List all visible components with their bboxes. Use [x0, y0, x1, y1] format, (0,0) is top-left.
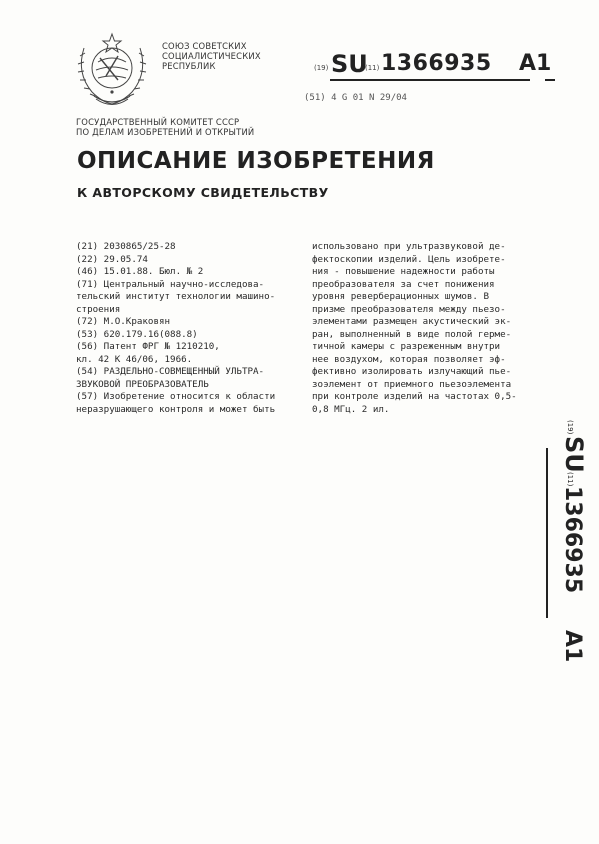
- abstract-line: ния - повышение надежности работы: [312, 266, 495, 277]
- country-line: СОЦИАЛИСТИЧЕСКИХ: [162, 51, 261, 61]
- abstract-line: преобразователя за счет понижения: [312, 278, 495, 290]
- abstract-line: ран, выполненный в виде полой герме-: [312, 328, 512, 340]
- abstract-line: нее воздухом, которая позволяет эф-: [312, 353, 506, 365]
- biblio-line: (71) Центральный научно-исследова-: [76, 278, 265, 290]
- state-emblem: [70, 28, 154, 108]
- country-name: [162, 41, 261, 71]
- vertical-code-11: (11): [566, 472, 574, 487]
- biblio-line: (53) 620.179.16(088.8): [76, 328, 198, 340]
- abstract-line: использовано при ультразвуковой де-: [312, 241, 506, 252]
- abstract-line: при контроле изделий на частотах 0,5-: [312, 391, 517, 402]
- biblio-line: (57) Изобретение относится к области: [76, 391, 276, 402]
- patent-number-block: [314, 50, 554, 82]
- abstract-line: призме преобразователя между пьезо-: [312, 303, 506, 315]
- abstract-text: [312, 241, 542, 416]
- bibliographic-data: [76, 241, 296, 416]
- number-underline: [330, 79, 530, 81]
- vertical-underline: [546, 448, 548, 618]
- abstract-line: фективно изолировать излучающий пье-: [312, 366, 512, 377]
- biblio-line: ЗВУКОВОЙ ПРЕОБРАЗОВАТЕЛЬ: [76, 378, 209, 390]
- biblio-line: неразрушающего контроля и может быть: [76, 403, 276, 415]
- biblio-line: строения: [76, 303, 121, 315]
- vertical-patent-digits: 1366935: [560, 486, 585, 594]
- vertical-country-code: SU: [560, 436, 588, 473]
- biblio-line: кл. 42 К 46/06, 1966.: [76, 353, 193, 365]
- kind-code: A1: [519, 51, 552, 76]
- abstract-line: тичной камеры с разреженным внутри: [312, 341, 501, 352]
- number-underline: [545, 79, 555, 81]
- abstract-line: уровня реверберационных шумов. В: [312, 291, 490, 302]
- biblio-line: тельский институт технологии машино-: [76, 291, 276, 302]
- biblio-line: (72) М.О.Краковян: [76, 316, 171, 327]
- vertical-code-19: (19): [566, 420, 574, 435]
- biblio-line: (22) 29.05.74: [76, 253, 148, 265]
- committee-name: [76, 117, 254, 137]
- biblio-line: (21) 2030865/25-28: [76, 241, 176, 252]
- abstract-line: элементами размещен акустический эк-: [312, 316, 512, 327]
- code-11: (11): [365, 64, 380, 72]
- biblio-line: (46) 15.01.88. Бюл. № 2: [76, 266, 204, 277]
- country-code: SU: [331, 50, 368, 78]
- biblio-line: (56) Патент ФРГ № 1210210,: [76, 341, 220, 352]
- abstract-line: 0,8 МГц. 2 ил.: [312, 403, 390, 415]
- patent-number: 1366935: [381, 51, 492, 76]
- document-subtitle: К АВТОРСКОМУ СВИДЕТЕЛЬСТВУ: [77, 185, 329, 200]
- committee-line: ПО ДЕЛАМ ИЗОБРЕТЕНИЙ И ОТКРЫТИЙ: [76, 127, 255, 137]
- abstract-line: фектоскопии изделий. Цель изобрете-: [312, 253, 506, 265]
- vertical-patent-number: [540, 420, 588, 670]
- country-line: СОЮЗ СОВЕТСКИХ: [162, 41, 247, 51]
- abstract-line: зоэлемент от приемного пьезоэлемента: [312, 378, 512, 390]
- vertical-kind-code: A1: [560, 630, 585, 663]
- country-line: РЕСПУБЛИК: [162, 61, 216, 71]
- ipc-classification: (51) 4 G 01 N 29/04: [304, 93, 407, 103]
- biblio-line: (54) РАЗДЕЛЬНО-СОВМЕЩЕННЫЙ УЛЬТРА-: [76, 366, 265, 377]
- committee-line: ГОСУДАРСТВЕННЫЙ КОМИТЕТ СССР: [76, 117, 240, 127]
- code-19: (19): [314, 64, 329, 72]
- document-title: ОПИСАНИЕ ИЗОБРЕТЕНИЯ: [77, 148, 435, 174]
